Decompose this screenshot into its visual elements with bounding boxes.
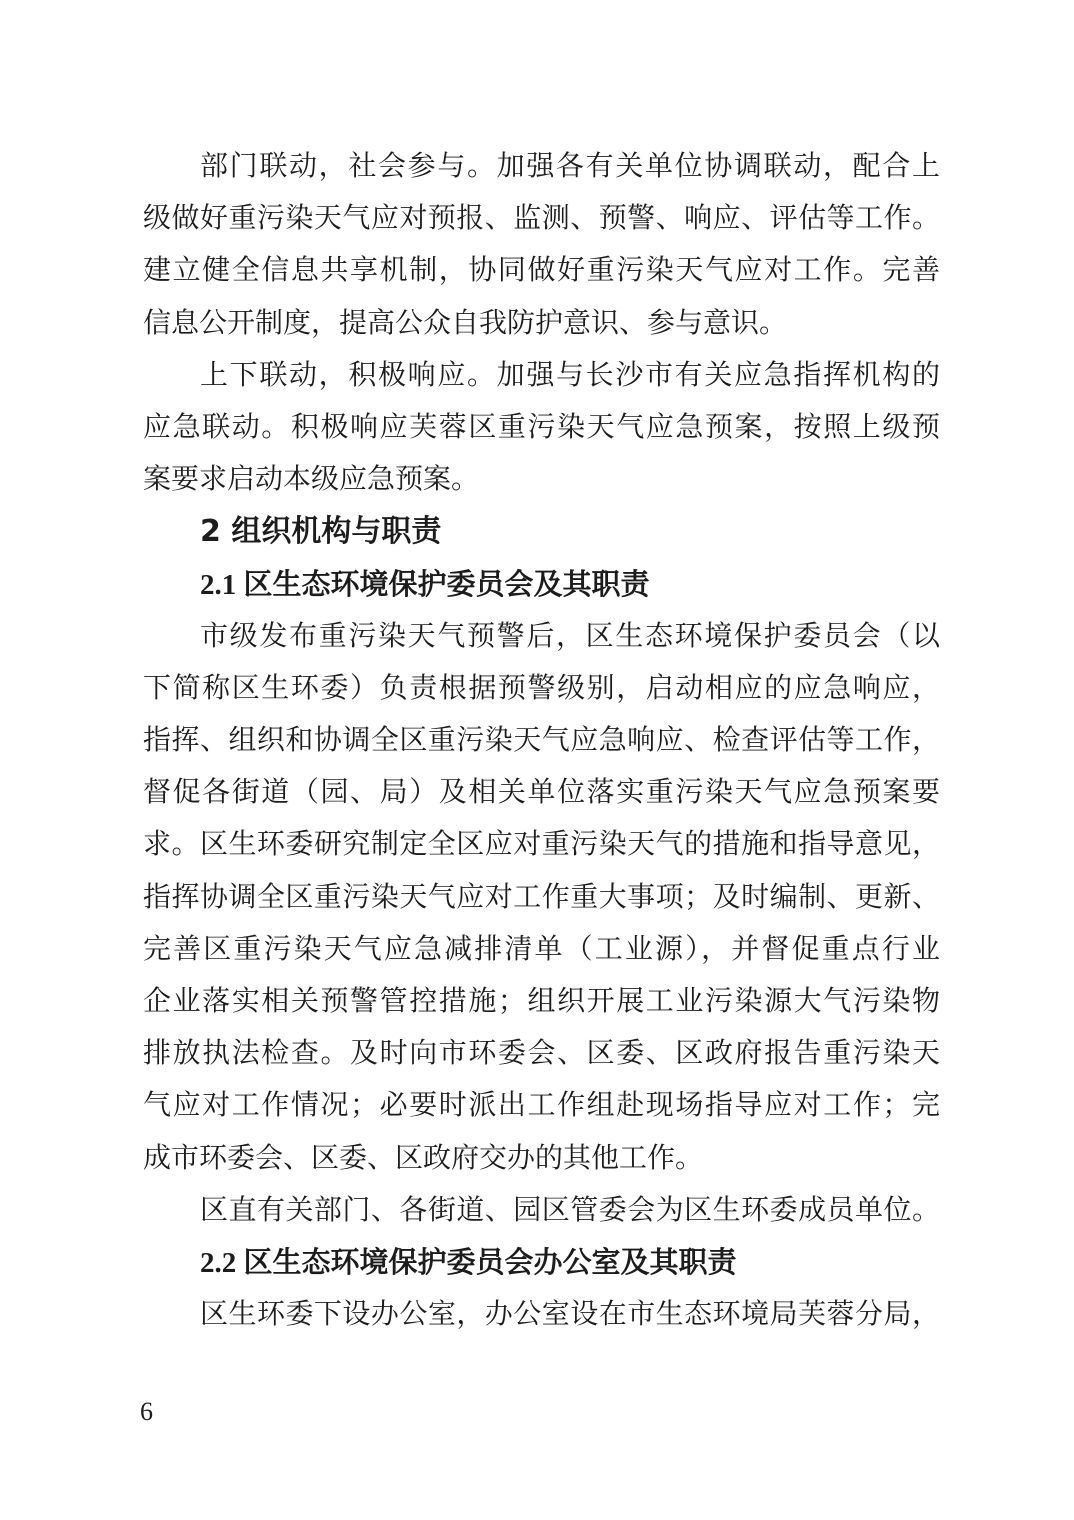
body-line: 成市环委会、区委、区政府交办的其他工作。 (143, 1142, 704, 1174)
body-line: 部门联动，社会参与。加强各有关单位协调联动，配合上 (200, 151, 940, 182)
body-line: 信息公开制度，提高公众自我防护意识、参与意识。 (143, 307, 788, 339)
body-line: 上下联动，积极响应。加强与长沙市有关应急指挥机构的 (200, 359, 940, 391)
body-line: 督促各街道（园、局）及相关单位落实重污染天气应急预案要 (143, 777, 940, 809)
body-line: 下简称区生环委）负责根据预警级别，启动相应的应急响应， (143, 672, 940, 704)
body-line: 排放执法检查。及时向市环委会、区委、区政府报告重污染天 (143, 1038, 940, 1070)
body-line: 指挥、组织和协调全区重污染天气应急响应、检查评估等工作， (143, 725, 940, 757)
section-heading-2-2: 2.2 区生态环境保护委员会办公室及其职责 (200, 1246, 737, 1279)
body-line: 案要求启动本级应急预案。 (143, 464, 480, 496)
page-number: 6 (140, 1397, 153, 1426)
body-line: 气应对工作情况；必要时派出工作组赴现场指导应对工作；完 (143, 1090, 940, 1122)
body-line: 完善区重污染天气应急减排清单（工业源），并督促重点行业 (143, 933, 940, 965)
chapter-heading-2: 2 组织机构与职责 (200, 514, 442, 550)
body-line: 区生环委下设办公室，办公室设在市生态环境局芙蓉分局， (200, 1299, 940, 1331)
body-line: 应急联动。积极响应芙蓉区重污染天气应急预案，按照上级预 (143, 411, 940, 443)
body-line: 指挥协调全区重污染天气应对工作重大事项；及时编制、更新、 (143, 881, 940, 913)
section-heading-2-1: 2.1 区生态环境保护委员会及其职责 (200, 568, 650, 601)
body-line: 区直有关部门、各街道、园区管委会为区生环委成员单位。 (200, 1194, 940, 1226)
document-body (143, 141, 940, 1341)
body-line: 市级发布重污染天气预警后，区生态环境保护委员会（以 (200, 620, 940, 652)
body-line: 级做好重污染天气应对预报、监测、预警、响应、评估等工作。 (143, 203, 940, 235)
body-line: 建立健全信息共享机制，协同做好重污染天气应对工作。完善 (143, 255, 940, 287)
body-line: 企业落实相关预警管控措施；组织开展工业污染源大气污染物 (143, 986, 940, 1017)
body-line: 求。区生环委研究制定全区应对重污染天气的措施和指导意见， (143, 829, 940, 861)
